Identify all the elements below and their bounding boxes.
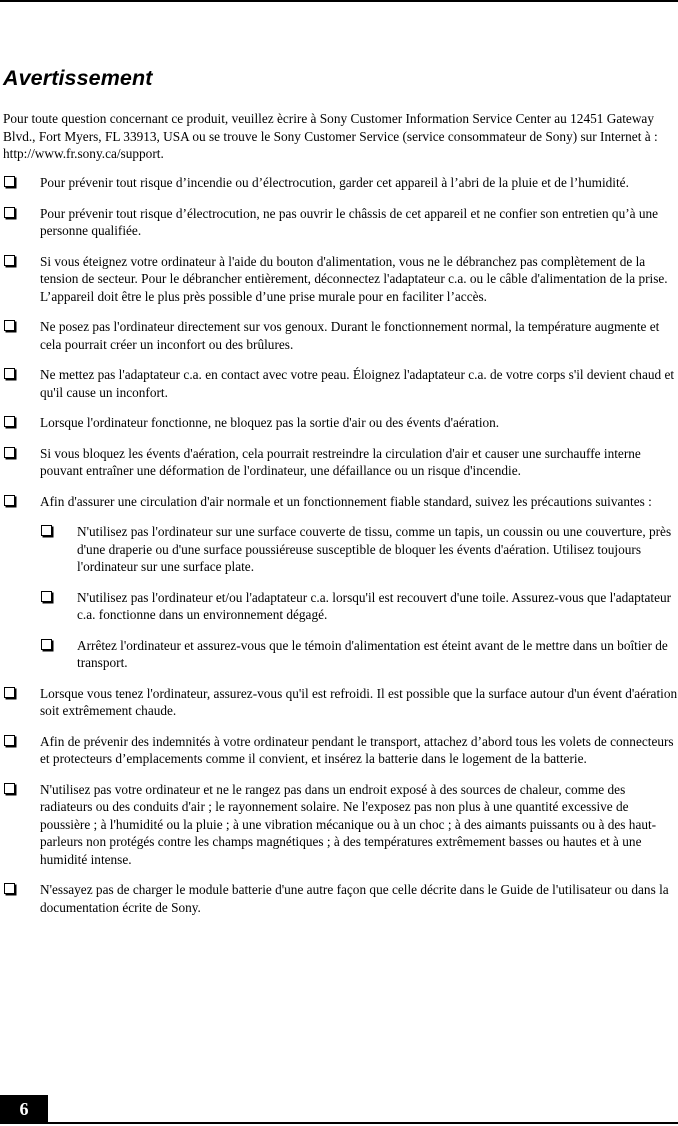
- list-item: [3, 414, 678, 432]
- checkbox-bullet-icon: [41, 639, 52, 650]
- sublist-item: [40, 589, 678, 624]
- sublist-item-text: N'utilisez pas l'ordinateur sur une surface couverte de tissu, comme un tapis, un coussin ou une couverture, près d'une draperie ou d'une surface poussiéreuse susceptible de bloquer les évents d'aération. Utilisez toujours l'ordinateur sur une surface plate.: [77, 524, 672, 574]
- checkbox-bullet-icon: [4, 176, 15, 187]
- checkbox-bullet-icon: [4, 883, 15, 894]
- checkbox-bullet-icon: [4, 416, 15, 427]
- list-item-text: Pour prévenir tout risque d’incendie ou d’électrocution, garder cet appareil à l’abri de la pluie et de l’humidité.: [40, 175, 629, 190]
- list-item-text: Afin de prévenir des indemnités à votre ordinateur pendant le transport, attachez d’abord tous les volets de connecteurs et protecteurs d’emplacements comme il convient, et insérez la batterie dans le logement de la batterie.: [40, 733, 674, 766]
- warning-list: [3, 174, 678, 929]
- checkbox-bullet-icon: [41, 591, 52, 602]
- checkbox-bullet-icon: [41, 525, 52, 536]
- precautions-sublist: [40, 523, 678, 672]
- sublist-item-text: N'utilisez pas l'ordinateur et/ou l'adaptateur c.a. lorsqu'il est recouvert d'une toile. Assurez-vous que l'adaptateur c.a. fonctionne dans un environnement dégagé.: [77, 589, 672, 622]
- list-item: [3, 205, 678, 240]
- bottom-rule: [48, 1122, 678, 1124]
- sublist-item-text: Arrêtez l'ordinateur et assurez-vous que le témoin d'alimentation est éteint avant de le mettre dans un boîtier de transport.: [77, 637, 668, 670]
- list-item-text: Si vous éteignez votre ordinateur à l'aide du bouton d'alimentation, vous ne le débranchez pas complètement de la tension de secteur. Pour le débrancher entièrement, déconnectez l'adaptateur c.a. ou le câble d'alimentation de la prise. L’appareil doit être le plus près possible d’une prise murale pour en faciliter l’accès.: [40, 253, 668, 304]
- list-item: [3, 781, 678, 869]
- list-item: [3, 685, 678, 720]
- intro-paragraph: Pour toute question concernant ce produit, veuillez ècrire à Sony Customer Information Service Center au 12451 Gateway Blvd., Fort Myers, FL 33913, USA ou se trouve le Sony Customer Service (service consommateur de Sony) sur Internet à : http://www.fr.sony.ca/support.: [3, 111, 658, 161]
- list-item: [3, 174, 678, 192]
- list-item-text: Si vous bloquez les évents d'aération, cela pourrait restreindre la circulation d'air et causer une surchauffe interne pouvant entraîner une déformation de l'ordinateur, une défaillance ou un risque d'incendie.: [40, 445, 641, 478]
- sublist-item: [40, 637, 678, 672]
- checkbox-bullet-icon: [4, 783, 15, 794]
- list-item-text: Lorsque vous tenez l'ordinateur, assurez-vous qu'il est refroidi. Il est possible que la surface autour d'un évent d'aération soit extrêmement chaude.: [40, 685, 678, 718]
- sublist-item: [40, 523, 678, 576]
- list-item-text: Ne posez pas l'ordinateur directement sur vos genoux. Durant le fonctionnement normal, la température augmente et cela pourrait créer un inconfort ou des brûlures.: [40, 319, 660, 352]
- checkbox-bullet-icon: [4, 447, 15, 458]
- list-item: [3, 733, 678, 768]
- checkbox-bullet-icon: [4, 368, 15, 379]
- list-item-text: Ne mettez pas l'adaptateur c.a. en contact avec votre peau. Éloignez l'adaptateur c.a. de votre corps s'il devient chaud et qu'il cause un inconfort.: [40, 367, 675, 400]
- list-item: [3, 366, 678, 401]
- checkbox-bullet-icon: [4, 320, 15, 331]
- list-item-text: N'essayez pas de charger le module batterie d'une autre façon que celle décrite dans le Guide de l'utilisateur ou dans la documentation écrite de Sony.: [40, 882, 669, 915]
- list-item-text: Afin d'assurer une circulation d'air normale et un fonctionnement fiable standard, suivez les précautions suivantes :: [40, 493, 652, 509]
- checkbox-bullet-icon: [4, 687, 15, 698]
- checkbox-bullet-icon: [4, 735, 15, 746]
- checkbox-bullet-icon: [4, 207, 15, 218]
- checkbox-bullet-icon: [4, 255, 15, 266]
- list-item-text: Lorsque l'ordinateur fonctionne, ne bloquez pas la sortie d'air ou des évents d'aération.: [40, 415, 500, 430]
- top-rule: [0, 0, 678, 2]
- list-item: [3, 493, 678, 672]
- page-number: 6: [0, 1095, 48, 1124]
- page-title: Avertissement: [3, 66, 153, 90]
- checkbox-bullet-icon: [4, 495, 15, 506]
- list-item: [3, 445, 678, 480]
- list-item: [3, 253, 678, 306]
- list-item: [3, 318, 678, 353]
- list-item: [3, 881, 678, 916]
- list-item-text: Pour prévenir tout risque d’électrocution, ne pas ouvrir le châssis de cet appareil et ne confier son entretien qu’à une personne qualifiée.: [40, 205, 659, 238]
- list-item-text: N'utilisez pas votre ordinateur et ne le rangez pas dans un endroit exposé à des sources de chaleur, comme des radiateurs ou des conduits d'air ; le rayonnement solaire. Ne l'exposez pas non plus à une quantité excessive de poussière ; à l'humidité ou la pluie ; à une vibration mécanique ou à un choc ; à des aimants puissants ou à des haut-parleurs non protégés contre les champs magnétiques ; à des températures extrêmement basses ou hautes et à une humidité intense.: [40, 781, 657, 867]
